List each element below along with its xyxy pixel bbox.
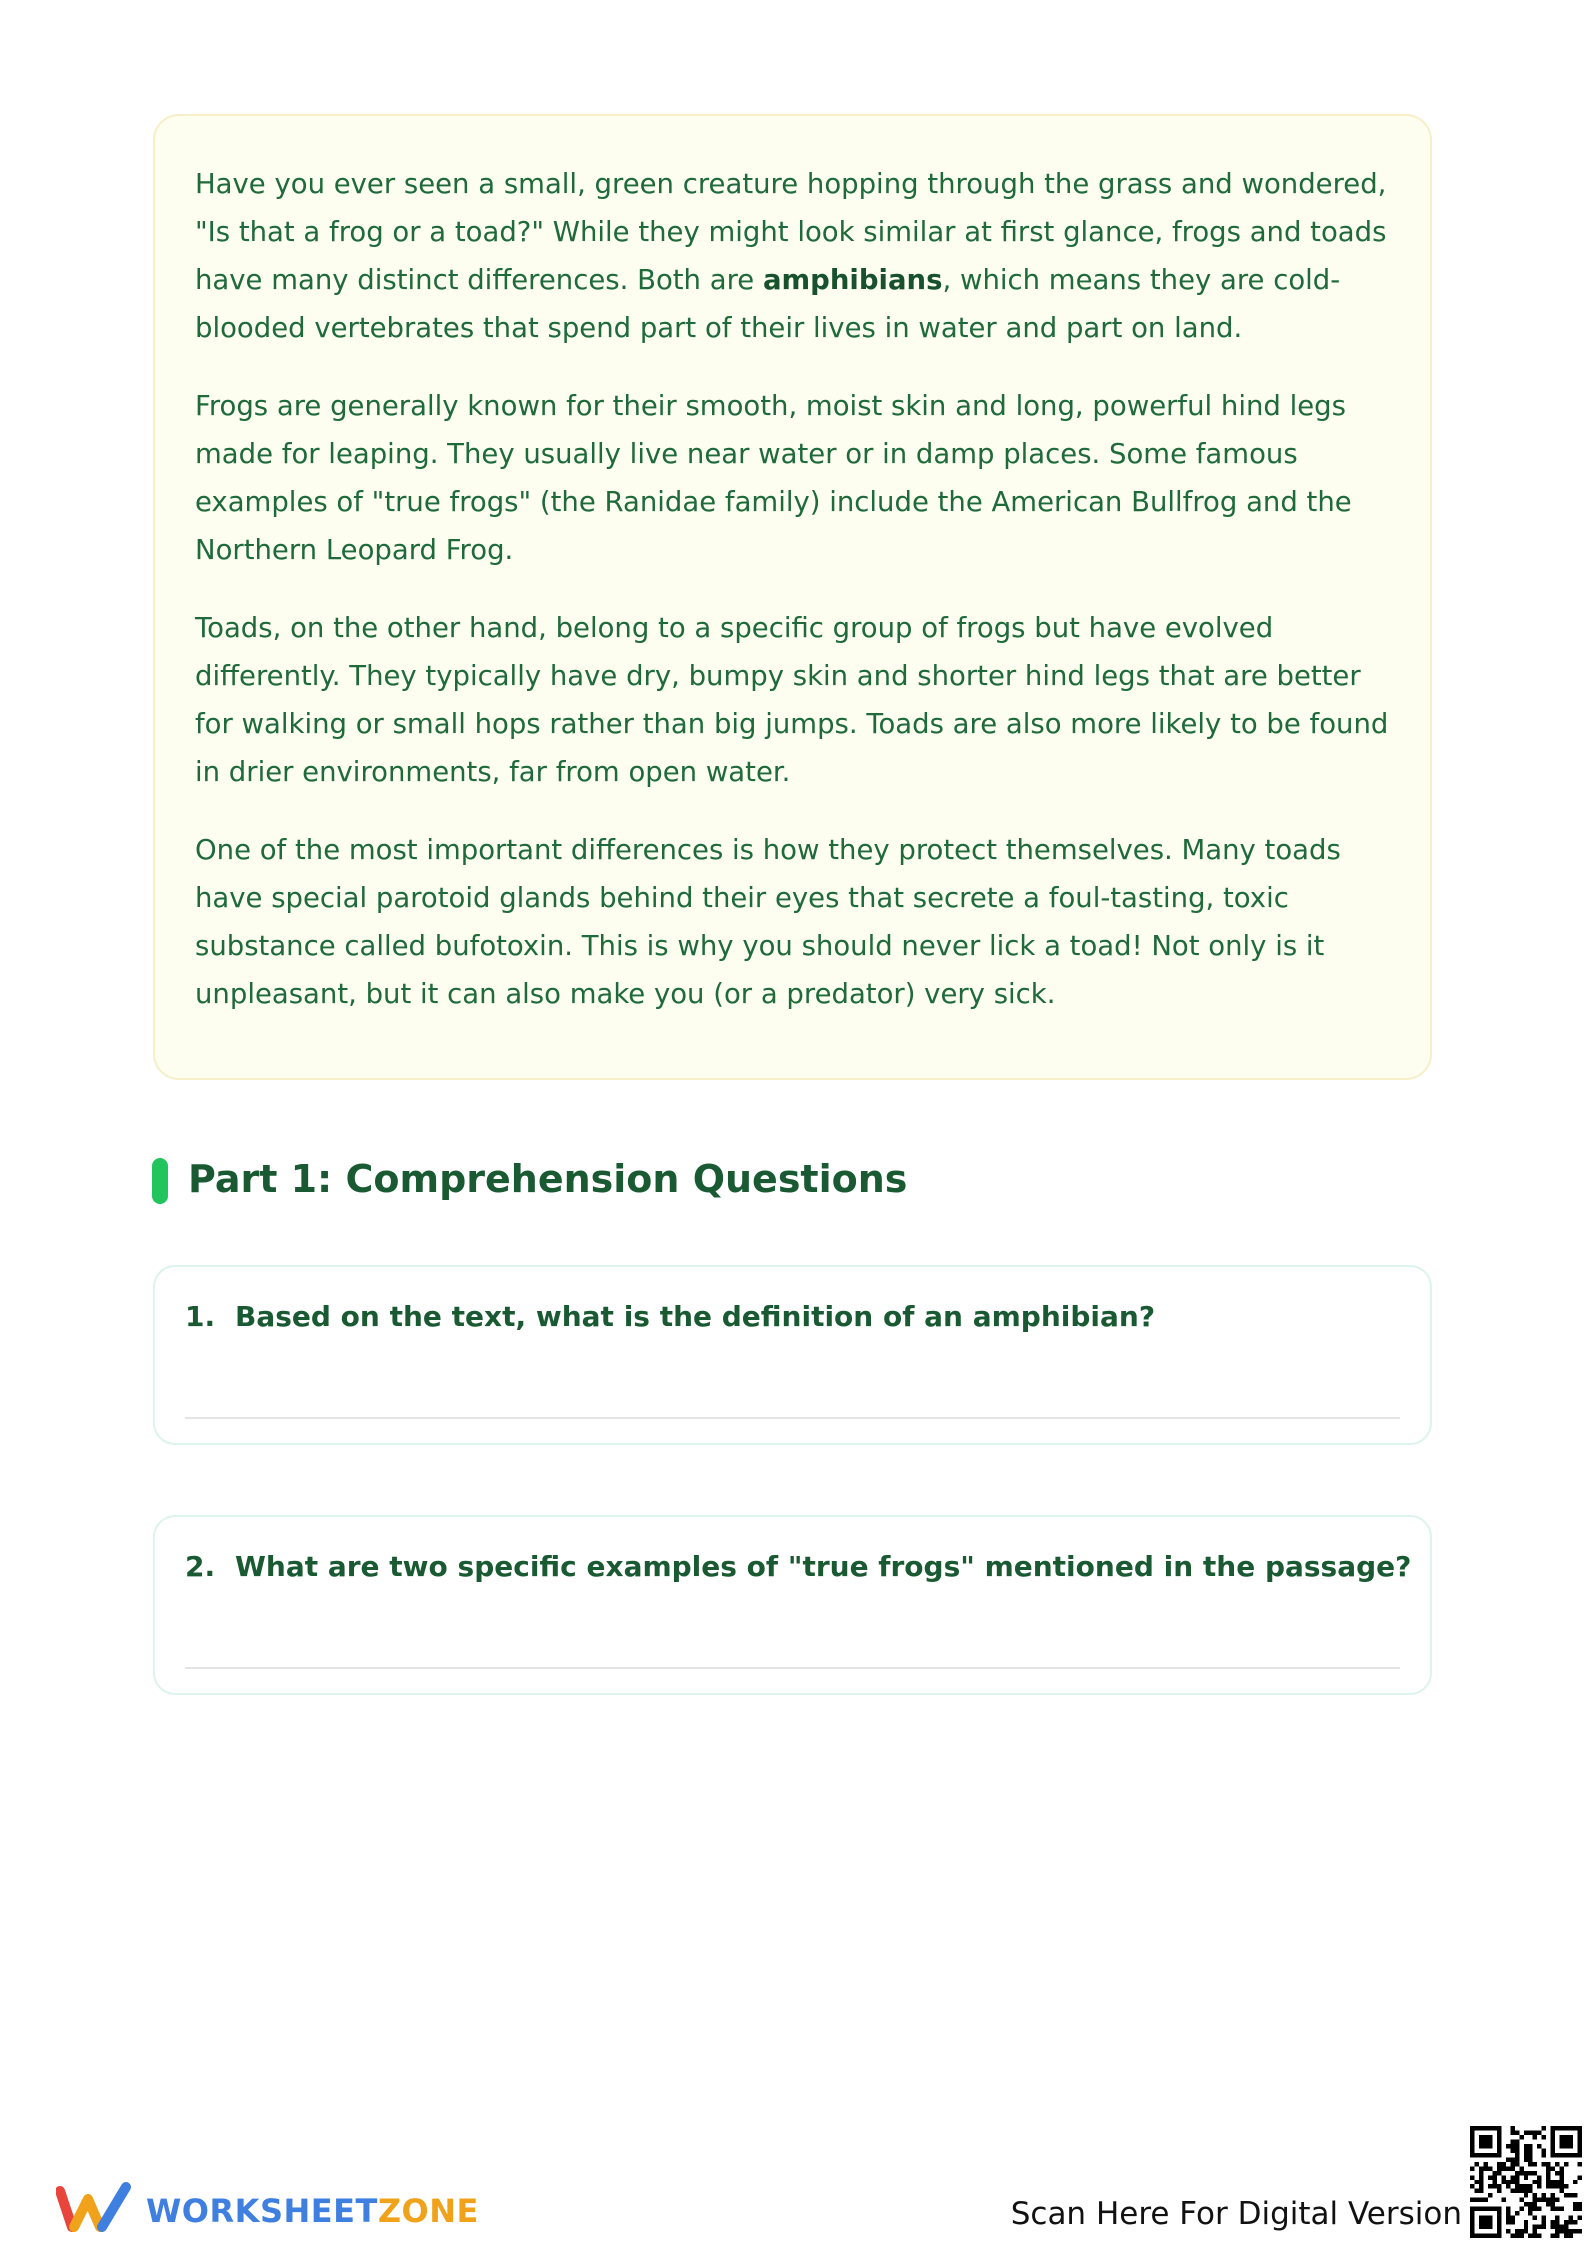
scan-instruction: Scan Here For Digital Version — [1010, 2196, 1462, 2232]
logo-text-zone: ZONE — [377, 2192, 479, 2230]
qr-code-icon[interactable] — [1470, 2126, 1582, 2238]
section-title: Part 1: Comprehension Questions — [188, 1157, 908, 1201]
question-1-prompt: Based on the text, what is the definition of an amphibian? — [235, 1300, 1156, 1333]
passage-paragraph-4: One of the most important differences is how they protect themselves. Many toads have special parotoid glands behind their eyes that secrete a foul-tasting, toxic substance called bufotoxin. This is why you should never lick a toad! Not only is it unpleasant, but it can also make you (or a predator) very sick. — [195, 834, 1341, 1010]
question-1-text — [185, 1297, 1155, 1337]
answer-line-1[interactable] — [185, 1417, 1400, 1419]
question-card-2 — [153, 1515, 1432, 1695]
passage-paragraph-2: Frogs are generally known for their smooth, moist skin and long, powerful hind legs made for leaping. They usually live near water or in damp places. Some famous examples of "true frogs" (the Ranidae family) include the American Bullfrog and the Northern Leopard Frog. — [195, 390, 1352, 566]
logo-text-worksheet: WORKSHEET — [146, 2192, 378, 2230]
passage-paragraph-3: Toads, on the other hand, belong to a specific group of frogs but have evolved differently. They typically have dry, bumpy skin and shorter hind legs that are better for walking or small hops rather than big jumps. Toads are also more likely to be found in drier environments, far from open water. — [195, 612, 1389, 788]
question-2-number: 2. — [185, 1550, 216, 1583]
section-accent-bar — [152, 1158, 168, 1204]
question-2-text — [185, 1547, 1411, 1587]
question-2-prompt: What are two specific examples of "true frogs" mentioned in the passage? — [235, 1550, 1412, 1583]
reading-passage — [153, 114, 1432, 1080]
logo-wordmark — [146, 2191, 479, 2231]
passage-p1-start: Have you ever seen a small, green creature hopping through the grass and wondered, "Is that a frog or a toad?" While they might look similar at first glance, frogs and toads have many distinct differences. Both are — [195, 168, 1387, 296]
question-card-1 — [153, 1265, 1432, 1445]
passage-p1-bold-term: amphibians — [762, 264, 943, 296]
answer-line-2[interactable] — [185, 1667, 1400, 1669]
logo-w-icon — [56, 2181, 138, 2237]
passage-paragraph-1 — [195, 160, 1392, 352]
question-1-number: 1. — [185, 1300, 216, 1333]
passage-p1-end: , which means they are cold-blooded vertebrates that spend part of their lives in water and part on land. — [195, 264, 1341, 344]
